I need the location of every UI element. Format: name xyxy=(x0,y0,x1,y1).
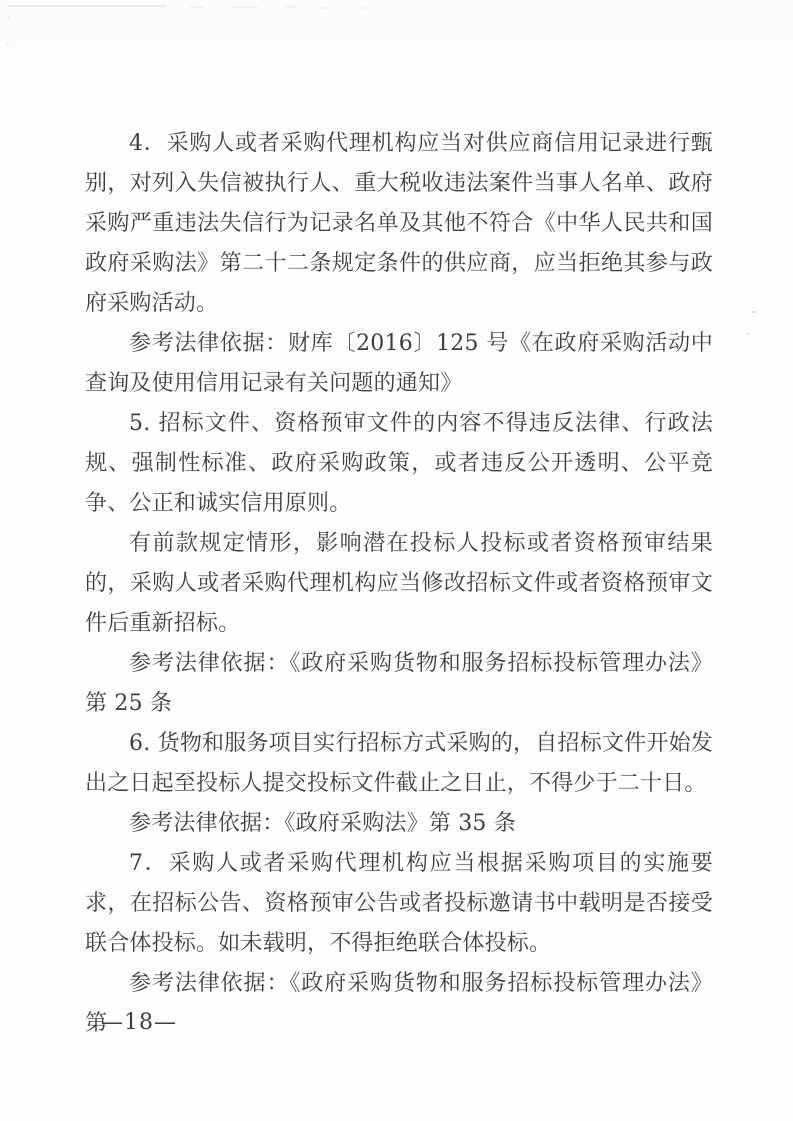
paragraph-item-4: 4．采购人或者采购代理机构应当对供应商信用记录进行甄别，对列入失信被执行人、重大税收违法案件当事人名单、政府采购严重违法失信行为记录名单及其他不符合《中华人民共和国政府采购法》第二十二条规定条件的供应商，应当拒绝其参与政府采购活动。 xyxy=(85,131,713,316)
paragraph-item-6: 6. 货物和服务项目实行招标方式采购的，自招标文件开始发出之日起至投标人提交投标文件截止之日止，不得少于二十日。 xyxy=(85,731,713,796)
scan-artifact xyxy=(746,333,749,335)
paragraph-reference-item-6: 参考法律依据：《政府采购法》第 35 条 xyxy=(129,811,516,836)
scan-artifact xyxy=(7,72,9,75)
scan-artifact xyxy=(190,6,204,8)
scan-artifact xyxy=(6,42,9,45)
scan-artifact xyxy=(320,7,332,9)
paragraph-reference-item-7: 参考法律依据：《政府采购货物和服务招标投标管理办法》第 xyxy=(85,971,713,1036)
page-number: —18— xyxy=(101,1010,177,1035)
scan-artifact xyxy=(752,311,755,313)
paragraph-reference-item-4: 参考法律依据：财库〔2016〕125 号《在政府采购活动中查询及使用信用记录有关问题的通知》 xyxy=(85,331,713,396)
document-text-block xyxy=(85,124,713,1044)
scan-artifact xyxy=(285,6,295,8)
paragraph-item-5: 5. 招标文件、资格预审文件的内容不得违反法律、行政法规、强制性标准、政府采购政策，或者违反公开透明、公平竞争、公正和诚实信用原则。 xyxy=(85,411,713,516)
scan-artifact xyxy=(8,5,166,7)
paragraph-reference-item-5: 参考法律依据：《政府采购货物和服务招标投标管理办法》第 25 条 xyxy=(85,651,713,716)
paragraph-item-5-continued: 有前款规定情形，影响潜在投标人投标或者资格预审结果的，采购人或者采购代理机构应当修改招标文件或者资格预审文件后重新招标。 xyxy=(85,531,713,636)
scan-artifact xyxy=(232,6,258,8)
paragraph-item-7: 7．采购人或者采购代理机构应当根据采购项目的实施要求，在招标公告、资格预审公告或者投标邀请书中载明是否接受联合体投标。如未载明，不得拒绝联合体投标。 xyxy=(85,851,713,956)
scan-artifact xyxy=(358,7,366,9)
scan-artifact xyxy=(7,16,10,19)
